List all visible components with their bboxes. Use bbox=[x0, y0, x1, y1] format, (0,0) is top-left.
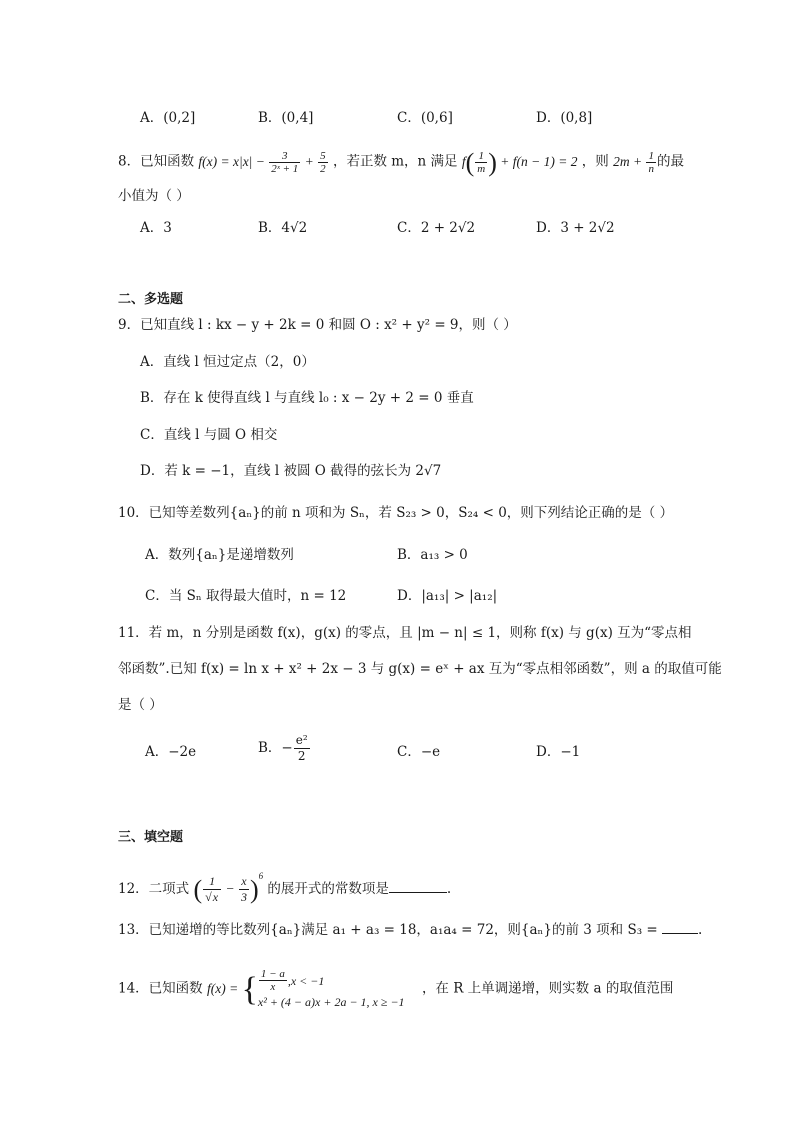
q11-stem-line2: 邻函数”.已知 f(x) = ln x + x² + 2x − 3 与 g(x) = eˣ + ax 互为“零点相邻函数”，则 a 的取值可能 bbox=[118, 661, 722, 677]
q8-option-c: C．2 + 2√2 bbox=[397, 220, 476, 236]
q7-option-d: D．(0,8] bbox=[536, 110, 593, 126]
q11-stem-line1: 11．若 m，n 分别是函数 f(x)，g(x) 的零点，且 |m − n| ≤ 1，则称 f(x) 与 g(x) 互为“零点相 bbox=[118, 625, 692, 641]
q8-option-d: D．3 + 2√2 bbox=[536, 220, 615, 236]
q8-option-b: B．4√2 bbox=[258, 220, 308, 236]
q12-prefix: 12．二项式 bbox=[118, 881, 190, 897]
q9-option-b: B．存在 k 使得直线 l 与直线 l₀ : x − 2y + 2 = 0 垂直 bbox=[140, 390, 474, 406]
q12-suffix: 的展开式的常数项是 bbox=[267, 881, 389, 897]
q8-condition: ，若正数 m，n 满足 bbox=[332, 153, 458, 170]
q11-option-a: A．−2e bbox=[145, 744, 197, 760]
q10-stem: 10．已知等差数列{aₙ}的前 n 项和为 Sₙ，若 S₂₃ > 0，S₂₄ < 0，则下列结论正确的是（ ） bbox=[118, 505, 674, 521]
q10-option-b: B．a₁₃ > 0 bbox=[397, 547, 468, 563]
q14-stem bbox=[118, 968, 673, 1011]
q11-option-b-numerator: e² bbox=[295, 733, 308, 747]
q11-option-d: D．−1 bbox=[536, 744, 581, 760]
q13-stem bbox=[118, 919, 702, 940]
q9-option-c: C．直线 l 与圆 O 相交 bbox=[140, 427, 278, 443]
q13-end: . bbox=[698, 922, 703, 938]
q12-answer-blank[interactable] bbox=[389, 878, 447, 893]
q11-option-b-denominator: 2 bbox=[297, 749, 306, 763]
q9-stem: 9．已知直线 l : kx − y + 2k = 0 和圆 O : x² + y² = 9，则（ ） bbox=[118, 317, 517, 333]
q7-option-b: B．(0,4] bbox=[258, 110, 314, 126]
q8-tail: 的最 bbox=[656, 153, 684, 170]
q11-option-c: C．−e bbox=[397, 744, 441, 760]
q8-function: f(x) = x|x| − $\frac{3}{\text{2ˣ + 1}}$ + $\frac{5}{2}$ bbox=[198, 150, 326, 175]
section-fill-blank: 三、填空题 bbox=[118, 830, 184, 845]
q14-suffix: ，在 R 上单调递增，则实数 a 的取值范围 bbox=[421, 980, 674, 997]
q10-option-d: D．|a₁₃| > |a₁₂| bbox=[397, 588, 498, 604]
q8-stem-line2: 小值为（ ） bbox=[118, 188, 190, 204]
q14-prefix: 14．已知函数 bbox=[118, 980, 203, 997]
q8-expression: 2m + $\frac{1}{n}$ bbox=[613, 150, 654, 175]
q13-answer-blank[interactable] bbox=[662, 919, 698, 934]
q8-option-a: A．3 bbox=[140, 220, 172, 236]
q8-suffix: ，则 bbox=[581, 153, 609, 170]
q11-option-b-label: B．− bbox=[258, 740, 293, 756]
q10-option-a: A．数列{aₙ}是递增数列 bbox=[145, 547, 294, 563]
q8-equation: f( $\frac{1}{m}$ ) + f(n − 1) = 2 bbox=[461, 147, 578, 177]
q11-option-b bbox=[258, 733, 311, 764]
q11-stem-line3: 是（ ） bbox=[118, 697, 163, 713]
q12-stem bbox=[118, 866, 451, 905]
q7-option-c: C．(0,6] bbox=[397, 110, 453, 126]
section-multi-choice: 二、多选题 bbox=[118, 292, 184, 307]
q9-option-a: A．直线 l 恒过定点（2，0） bbox=[140, 354, 315, 370]
q14-case1-condition: x < −1 bbox=[290, 973, 325, 988]
q12-end: . bbox=[446, 881, 452, 897]
q12-binomial: ( $\frac{1}{√x}$ − $\frac{x}{3}$ )$^6$ bbox=[193, 871, 264, 905]
q8-stem bbox=[118, 147, 684, 177]
q8-prefix: 8．已知函数 bbox=[118, 153, 195, 170]
q14-case2: x² + (4 − a)x + 2a − 1, x ≥ −1 bbox=[257, 995, 405, 1009]
q13-text: 13．已知递增的等比数列{aₙ}满足 a₁ + a₃ = 18，a₁a₄ = 72，则{aₙ}的前 3 项和 S₃ = bbox=[118, 922, 658, 938]
q9-option-d: D．若 k = −1，直线 l 被圆 O 截得的弦长为 2√7 bbox=[140, 463, 442, 479]
q7-option-a: A．(0,2] bbox=[140, 110, 196, 126]
q14-piecewise: f(x) = { $\frac{1 - a}{x}$ , x < −1 x² + (4 − a)x + 2a − 1, x ≥ −1 bbox=[206, 968, 405, 1009]
q10-option-c: C．当 Sₙ 取得最大值时，n = 12 bbox=[145, 588, 347, 604]
